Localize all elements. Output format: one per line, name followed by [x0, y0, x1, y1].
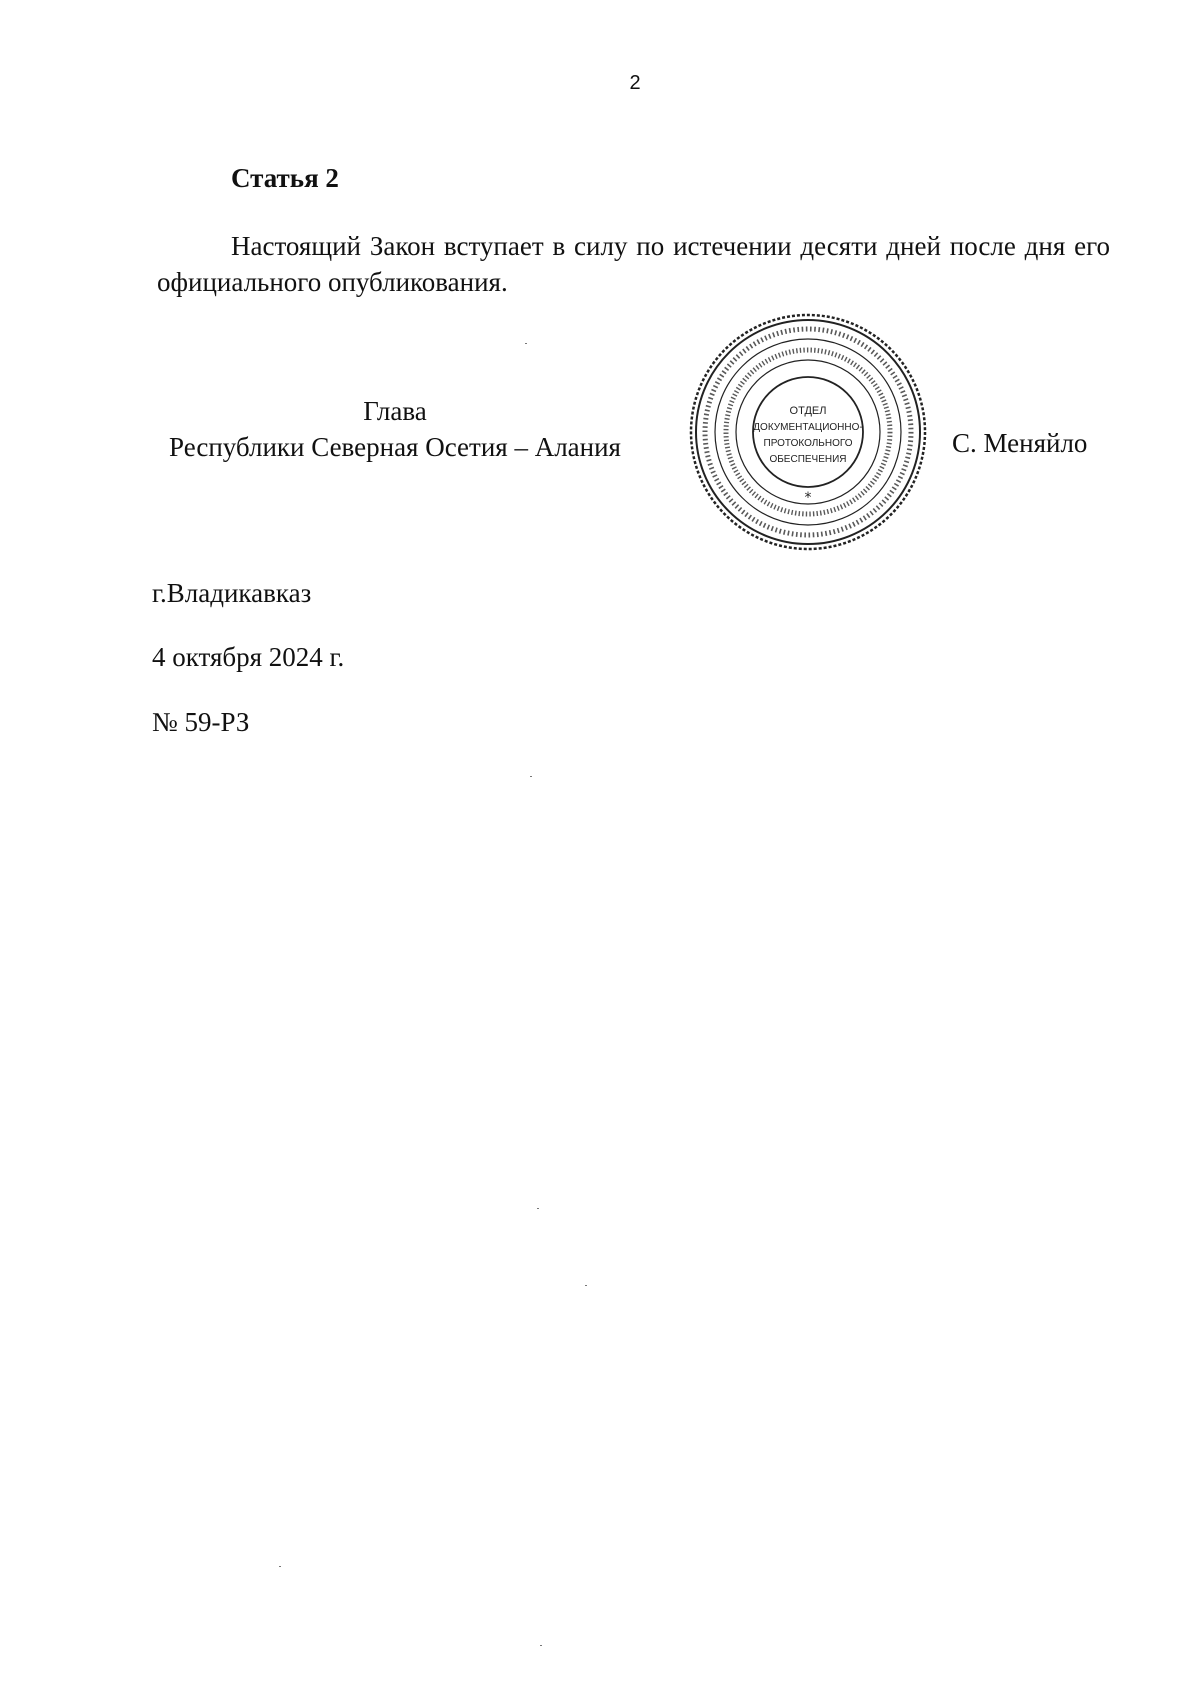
seal-center-text	[753, 405, 862, 465]
scan-speck	[537, 1208, 539, 1209]
article-body: Настоящий Закон вступает в силу по истечении десяти дней после дня его официального опубликования.	[157, 231, 1110, 297]
signing-date: 4 октября 2024 г.	[152, 642, 345, 672]
signatory-title-line-1: Глава	[363, 396, 427, 426]
scan-speck	[279, 1566, 281, 1567]
scan-speck	[530, 776, 532, 777]
scan-speck	[525, 343, 527, 344]
official-seal-stamp	[688, 312, 928, 552]
signatory-title-line-2: Республики Северная Осетия – Алания	[169, 432, 621, 462]
scan-speck	[540, 1645, 542, 1646]
article-heading: Статья 2	[231, 163, 339, 193]
scan-speck	[585, 1285, 587, 1286]
signatory-name: С. Меняйло	[952, 428, 1088, 458]
seal-line-2: ДОКУМЕНТАЦИОННО-	[753, 422, 863, 433]
seal-line-1: ОТДЕЛ	[789, 405, 827, 417]
seal-line-3: ПРОТОКОЛЬНОГО	[763, 438, 853, 449]
signatory-title	[150, 393, 640, 465]
seal-star-icon: *	[804, 490, 812, 506]
place-of-signing: г.Владикавказ	[152, 578, 312, 608]
page-number: 2	[629, 72, 641, 94]
law-number: № 59-РЗ	[152, 707, 250, 737]
seal-line-4: ОБЕСПЕЧЕНИЯ	[769, 454, 847, 465]
